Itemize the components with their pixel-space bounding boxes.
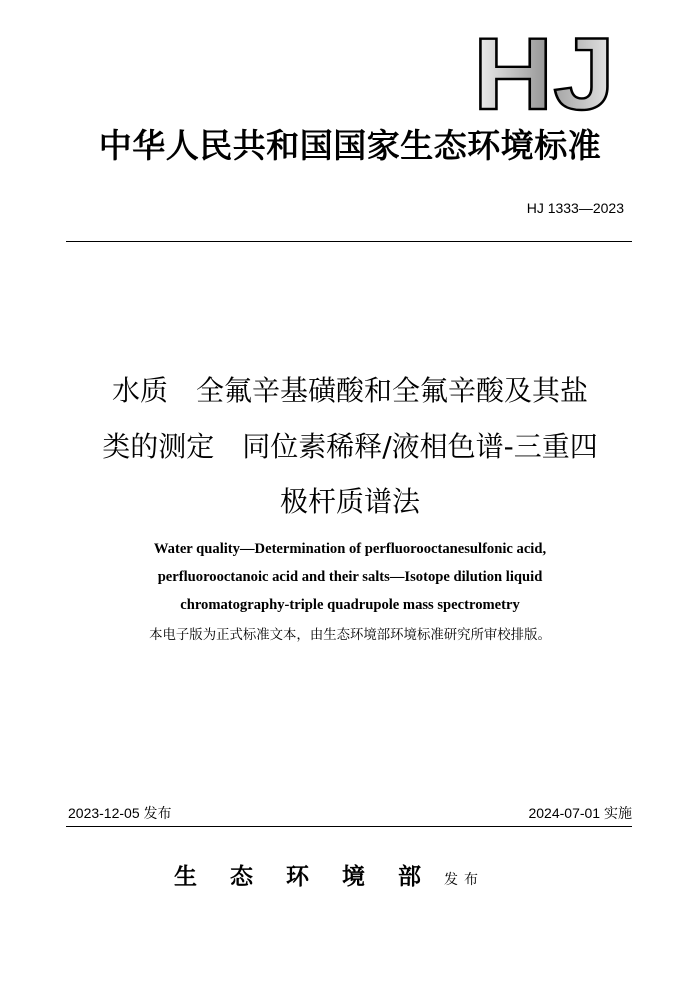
electronic-edition-notice: 本电子版为正式标准文本，由生态环境部环境标准研究所审校排版。	[149, 628, 551, 643]
chinese-title-line-2: 类的测定 同位素稀释/液相色谱-三重四	[102, 430, 598, 463]
english-title-line-3: chromatography-triple quadrupole mass spectrometry	[180, 597, 520, 613]
bottom-divider	[66, 826, 632, 827]
issue-date: 2023-12-05 发布	[68, 805, 172, 821]
publisher-line	[174, 860, 484, 892]
hj-logo	[468, 28, 616, 114]
chinese-title-line-3: 极杆质谱法	[279, 485, 420, 518]
english-title-line-1: Water quality—Determination of perfluorooctanesulfonic acid,	[153, 541, 547, 557]
standard-number: HJ 1333—2023	[526, 200, 624, 216]
publisher-suffix: 发布	[444, 872, 484, 888]
english-title-line-2: perfluorooctanoic acid and their salts—Isotope dilution liquid	[157, 569, 543, 585]
chinese-title-line-1: 水质 全氟辛基磺酸和全氟辛酸及其盐	[111, 374, 588, 407]
top-divider	[66, 241, 632, 242]
hj-logo-text: HJ	[473, 28, 615, 114]
implementation-date: 2024-07-01 实施	[528, 805, 632, 821]
publisher-name: 生态环境部	[174, 863, 454, 890]
issuing-standard-category: 中华人民共和国国家生态环境标准	[98, 126, 602, 165]
hj-logo-graphic	[468, 28, 616, 114]
